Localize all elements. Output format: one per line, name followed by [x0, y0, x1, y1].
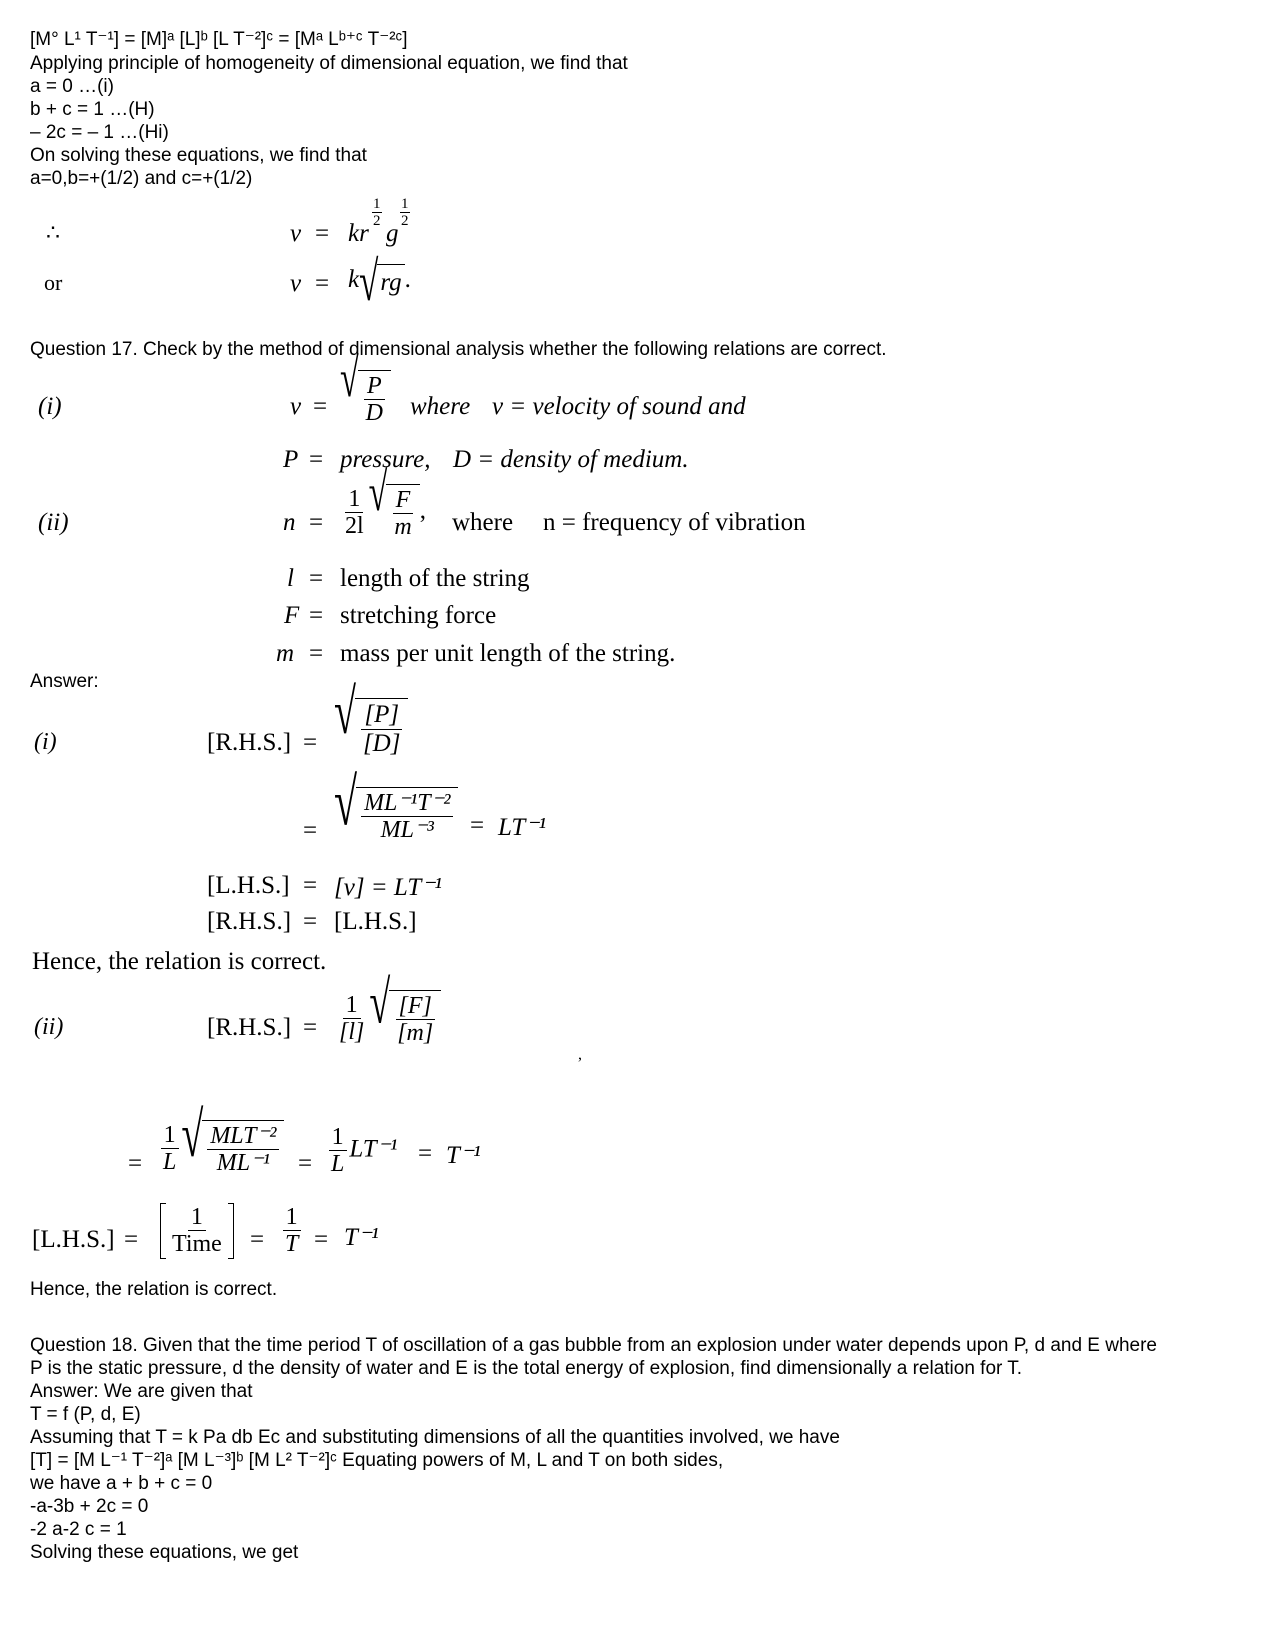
- equals-sign-15: =: [128, 1150, 143, 1177]
- equals-sign-16: =: [298, 1150, 313, 1177]
- rhs-label-3: [R.H.S.]: [207, 1014, 292, 1041]
- equals-sign-19: =: [250, 1226, 265, 1253]
- q18-solving: Solving these equations, we get: [30, 1542, 299, 1563]
- q17-i-velocity-def: v = velocity of sound and: [492, 393, 746, 420]
- stray-mark: ,: [578, 1046, 582, 1063]
- q17-v: v: [290, 393, 302, 420]
- equals-sign-12: =: [303, 872, 318, 899]
- rhs-label-1: [R.H.S.]: [207, 729, 292, 756]
- velocity-symbol: v: [290, 220, 302, 247]
- solving-text: On solving these equations, we find that: [30, 145, 367, 166]
- therefore-symbol: ∴: [46, 220, 60, 245]
- r-exponent: 1 2: [373, 196, 381, 229]
- q17-mass-def: mass per unit length of the string.: [340, 640, 676, 667]
- q17-pressure-def: pressure,: [340, 446, 431, 473]
- question-17: Question 17. Check by the method of dimensional analysis whether the following relations are correct.: [30, 339, 887, 360]
- q17-force-def: stretching force: [340, 602, 497, 629]
- q18-answer-label: Answer: We are given that: [30, 1381, 253, 1402]
- equals-sign-9: =: [303, 729, 318, 756]
- equals-sign-11: =: [470, 812, 485, 839]
- q18-assumption: Assuming that T = k Pa db Ec and substituting dimensions of all the quantities involved, we have: [30, 1427, 840, 1448]
- q17-i-where: where: [410, 393, 471, 420]
- q18-dimensions: [T] = [M L⁻¹ T⁻²]ᵃ [M L⁻³]ᵇ [M L² T⁻²]ᶜ Equating powers of M, L and T on both sides,: [30, 1450, 724, 1471]
- q18-eq-3: -2 a-2 c = 1: [30, 1519, 127, 1540]
- q17-ii-where: where: [452, 509, 514, 536]
- equals-sign: =: [315, 220, 330, 247]
- sqrt-p-d-brackets: √ $\frac{[P]}{[D]}$: [334, 698, 408, 757]
- frequency-formula: $\frac{1}{2l}$ √ $\frac{F}{m}$ ,: [345, 463, 426, 541]
- rhs-ii-step: $\frac{1}{L}$ √ $\frac{\text{MLT⁻²}}{\text{ML⁻¹}}$: [158, 1120, 284, 1177]
- lhs-label-2: [L.H.S.]: [334, 908, 417, 935]
- q17-p-symbol: P: [283, 446, 299, 473]
- equation-i: a = 0 …(i): [30, 76, 114, 97]
- equals-sign-6: =: [309, 565, 324, 592]
- q17-density-def: D = density of medium.: [453, 446, 689, 473]
- equals-sign-7: =: [309, 602, 324, 629]
- q18-eq-2: -a-3b + 2c = 0: [30, 1496, 149, 1517]
- equals-sign-20: =: [314, 1226, 329, 1253]
- q17-part-i-label: (i): [38, 393, 62, 420]
- rhs-label-2: [R.H.S.]: [207, 908, 292, 935]
- solution-values: a=0,b=+(1/2) and c=+(1/2): [30, 168, 253, 189]
- q17-m-symbol: m: [276, 640, 295, 667]
- equals-sign-14: =: [303, 1014, 318, 1041]
- equals-sign-5: =: [309, 509, 324, 536]
- lt-result-1: LT⁻¹: [498, 814, 546, 841]
- equals-sign-8: =: [309, 640, 324, 667]
- k-sqrt-rg: k √ rg .: [348, 250, 411, 313]
- lhs-label-1: [L.H.S.]: [207, 872, 290, 899]
- q17-l-symbol: l: [287, 565, 294, 592]
- equation-iii: – 2c = – 1 …(Hi): [30, 122, 169, 143]
- equals-sign-3: =: [313, 393, 328, 420]
- answer-label: Answer:: [30, 671, 99, 692]
- principle-text: Applying principle of homogeneity of dimensional equation, we find that: [30, 53, 628, 74]
- t-inverse-2: T⁻¹: [344, 1224, 379, 1251]
- q18-function: T = f (P, d, E): [30, 1404, 141, 1425]
- hence-correct-sans: Hence, the relation is correct.: [30, 1279, 278, 1300]
- g-term: g: [386, 220, 399, 247]
- answer-part-ii-label: (ii): [34, 1014, 64, 1040]
- q17-f-symbol: F: [284, 602, 300, 629]
- velocity-symbol-2: v: [290, 270, 302, 297]
- equals-sign-2: =: [315, 270, 330, 297]
- equation-ii: b + c = 1 …(H): [30, 99, 155, 120]
- equals-sign-10: =: [303, 817, 318, 844]
- dimensional-equation: [M° L¹ T⁻¹] = [M]ᵃ [L]ᵇ [L T⁻²]ᶜ = [Mᵃ Lᵇ⁺ᶜ T⁻²ᶜ]: [30, 29, 408, 50]
- g-exponent: 1 2: [401, 196, 409, 229]
- equals-sign-13: =: [303, 908, 318, 935]
- answer-part-i-label: (i): [34, 729, 57, 755]
- q18-eq-1: we have a + b + c = 0: [30, 1473, 213, 1494]
- t-inverse-1: T⁻¹: [446, 1142, 481, 1169]
- one-over-time: $\frac{1}{\text{Time}}$: [160, 1204, 234, 1258]
- question-18-line-1: Question 18. Given that the time period T of oscillation of a gas bubble from an explosion under water depends upon P, d and E where: [30, 1335, 1158, 1356]
- question-18-line-2: P is the static pressure, d the density of water and E is the total energy of explosion, find dimensionally a relation for T.: [30, 1358, 1023, 1379]
- one-over-t: $\frac{1}{T}$: [280, 1204, 303, 1258]
- or-label: or: [44, 270, 63, 295]
- rhs-ii-formula: $\frac{1}{[l]}$ √ $\frac{[F]}{[m]}$: [334, 990, 441, 1047]
- equals-sign-18: =: [124, 1226, 139, 1253]
- q17-ii-frequency-def: n = frequency of vibration: [543, 509, 806, 536]
- q17-n: n: [283, 509, 296, 536]
- v-dimension: [v] = LT⁻¹: [334, 874, 442, 901]
- hence-correct-serif: Hence, the relation is correct.: [32, 948, 327, 975]
- q17-part-ii-label: (ii): [38, 509, 69, 536]
- q17-length-def: length of the string: [340, 565, 530, 592]
- k-r-term: kr: [348, 220, 369, 247]
- sqrt-dimension-fraction: √ $\frac{\text{ML⁻¹T⁻²}}{\text{ML⁻³}}$: [334, 787, 458, 844]
- l-lt-term: $\frac{1}{L}$ LT⁻¹: [326, 1124, 397, 1178]
- equals-sign-17: =: [418, 1140, 433, 1167]
- sqrt-p-over-d: √ $\frac{P}{D}$: [340, 370, 391, 427]
- lhs-label-3: [L.H.S.]: [32, 1226, 115, 1253]
- equals-sign-4: =: [309, 446, 324, 473]
